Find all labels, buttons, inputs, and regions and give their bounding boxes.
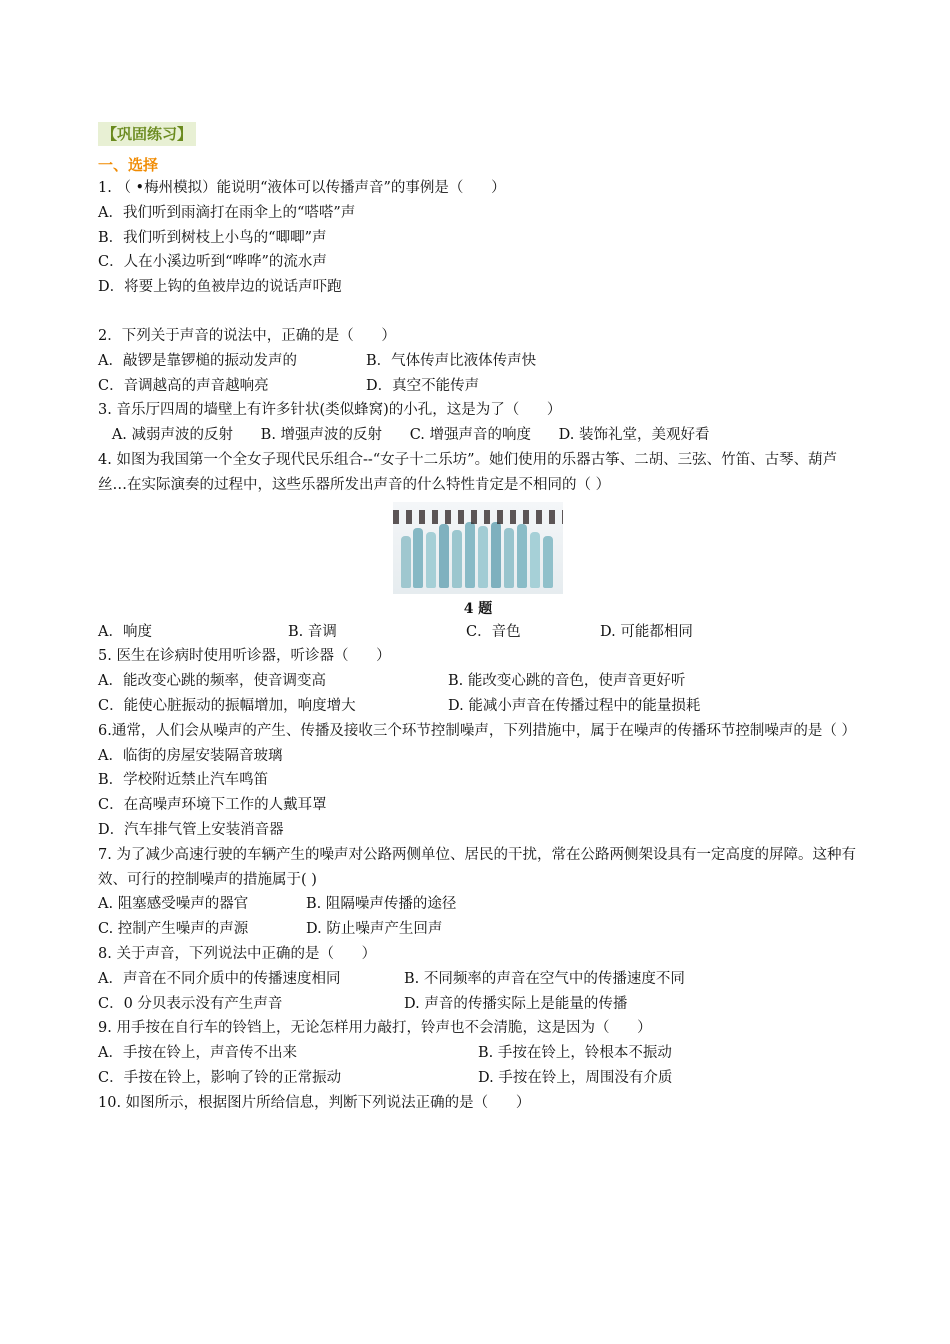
q6-option-c: C．在高噪声环境下工作的人戴耳罩 [98, 797, 327, 814]
q2-stem: 2．下列关于声音的说法中，正确的是（ ） [98, 327, 396, 344]
q5-option-b: B. 能改变心跳的音色，使声音更好听 [448, 673, 686, 690]
q2-option-a: A．敲锣是靠锣槌的振动发声的 [98, 352, 297, 369]
q8-option-b: B. 不同频率的声音在空气中的传播速度不同 [404, 970, 685, 987]
q5-stem: 5. 医生在诊病时使用听诊器，听诊器（ ） [98, 648, 391, 665]
q8-stem: 8. 关于声音，下列说法中正确的是（ ） [98, 945, 377, 962]
q7-row-1 [98, 892, 858, 917]
q8-option-c: C．0 分贝表示没有产生声音 [98, 995, 283, 1012]
q7-row-2 [98, 917, 858, 942]
q3-options: A. 减弱声波的反射 B. 增强声波的反射 C. 增强声音的响度 D. 装饰礼堂，美观好看 [98, 427, 710, 444]
q1-option-a: A．我们听到雨滴打在雨伞上的“嗒嗒”声 [98, 204, 356, 221]
q4-option-a: A．响度 [98, 623, 152, 640]
q2-option-c: C．音调越高的声音越响亮 [98, 377, 269, 394]
q10-stem: 10. 如图所示，根据图片所给信息，判断下列说法正确的是（ ） [98, 1094, 531, 1111]
q6-option-d: D．汽车排气管上安装消音器 [98, 821, 284, 838]
q9-option-a: A．手按在铃上，声音传不出来 [98, 1045, 297, 1062]
q4-option-d: D. 可能都相同 [600, 623, 693, 640]
section-title: 一、选择 [98, 156, 159, 174]
q5-option-c: C．能使心脏振动的振幅增加，响度增大 [98, 697, 356, 714]
q2-option-d: D．真空不能传声 [366, 377, 480, 394]
q1-option-d: D．将要上钩的鱼被岸边的说话声吓跑 [98, 279, 342, 296]
q9-option-d: D. 手按在铃上，周围没有介质 [478, 1069, 673, 1086]
q4-option-b: B. 音调 [288, 623, 337, 640]
q4-stem: 4. 如图为我国第一个全女子现代民乐组合--“女子十二乐坊”。她们使用的乐器古筝、二胡、三弦、竹笛、古琴、葫芦丝…在实际演奏的过程中，这些乐器所发出声音的什么特性肯定是不相同的（ ） [98, 451, 838, 493]
q3-stem: 3. 音乐厅四周的墙壁上有许多针状(类似蜂窝)的小孔，这是为了（ ） [98, 402, 562, 419]
exercise-heading: 【巩固练习】 [98, 122, 196, 146]
q2-row-1 [98, 349, 858, 374]
q6-option-a: A．临街的房屋安装隔音玻璃 [98, 747, 283, 764]
q4-options [98, 620, 858, 645]
q8-option-d: D. 声音的传播实际上是能量的传播 [404, 995, 628, 1012]
q9-row-2 [98, 1066, 858, 1091]
q5-option-a: A．能改变心跳的频率，使音调变高 [98, 673, 326, 690]
q7-option-c: C. 控制产生噪声的声源 [98, 921, 249, 938]
q1-stem: 1. （ •梅州模拟）能说明“液体可以传播声音”的事例是（ ） [98, 180, 506, 196]
q6-option-b: B．学校附近禁止汽车鸣笛 [98, 772, 269, 789]
q2-option-b: B．气体传声比液体传声快 [366, 352, 537, 369]
q5-row-1 [98, 669, 858, 694]
q4-option-c: C．音色 [466, 623, 521, 640]
q9-option-b: B. 手按在铃上，铃根本不振动 [478, 1045, 672, 1062]
q9-stem: 9. 用手按在自行车的铃铛上，无论怎样用力敲打，铃声也不会清脆，这是因为（ ） [98, 1020, 652, 1037]
q4-caption: 4 题 [463, 600, 493, 617]
q5-row-2 [98, 694, 858, 719]
q5-option-d: D. 能减小声音在传播过程中的能量损耗 [448, 697, 701, 714]
orchestra-photo [393, 502, 563, 594]
q9-row-1 [98, 1041, 858, 1066]
q2-row-2 [98, 374, 858, 399]
q8-row-1 [98, 967, 858, 992]
spacer [98, 300, 858, 324]
q8-row-2 [98, 992, 858, 1017]
q1-option-b: B．我们听到树枝上小鸟的“唧唧”声 [98, 229, 327, 246]
q7-option-d: D. 防止噪声产生回声 [306, 921, 443, 938]
q7-option-a: A. 阻塞感受噪声的器官 [98, 896, 249, 913]
q7-option-b: B. 阻隔噪声传播的途径 [306, 896, 457, 913]
q7-stem: 7. 为了减少高速行驶的车辆产生的噪声对公路两侧单位、居民的干扰，常在公路两侧架设具有一定高度的屏障。这种有效、可行的控制噪声的措施属于( ) [98, 846, 856, 888]
q6-stem: 6.通常，人们会从噪声的产生、传播及接收三个环节控制噪声，下列措施中，属于在噪声的传播环节控制噪声的是（ ） [98, 722, 856, 739]
worksheet [98, 122, 858, 1116]
q8-option-a: A．声音在不同介质中的传播速度相同 [98, 970, 341, 987]
q1-option-c: C．人在小溪边听到“哗哗”的流水声 [98, 254, 327, 271]
q4-figure [98, 502, 858, 620]
q9-option-c: C．手按在铃上，影响了铃的正常振动 [98, 1069, 342, 1086]
